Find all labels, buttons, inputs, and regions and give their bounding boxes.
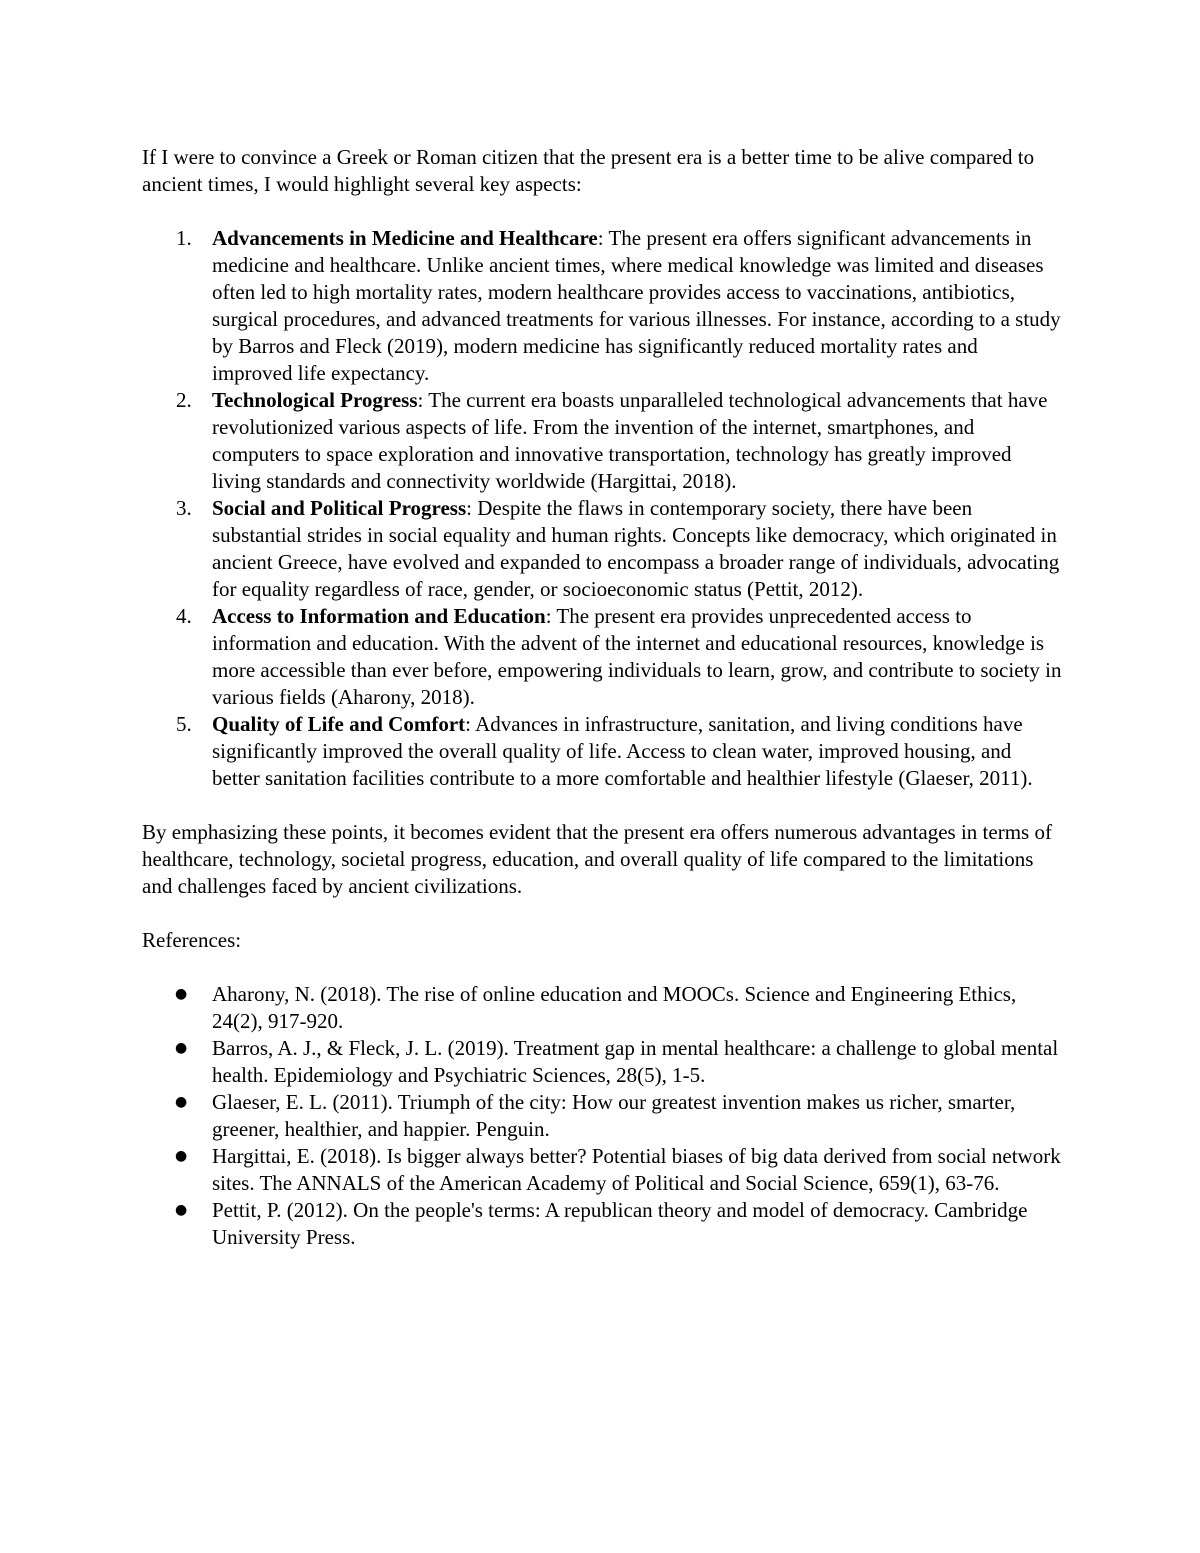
list-item-number: 4.: [176, 604, 192, 628]
key-aspects-list: [142, 225, 1062, 792]
reference-item: [142, 1143, 1062, 1197]
list-item: [142, 225, 1062, 387]
list-item: [142, 711, 1062, 792]
bullet-icon: ●: [175, 986, 188, 1002]
list-item-number: 1.: [176, 226, 192, 250]
list-item-term: Technological Progress: [212, 388, 418, 412]
list-item-term: Social and Political Progress: [212, 496, 467, 520]
references-heading: References:: [142, 928, 242, 952]
list-item-text: : Despite the flaws in contemporary society, there have been substantial strides in social equality and human rights. Concepts like democracy, which originated in ancient Greece, have evolved and expanded to encompass a broader range of individuals, advocating for equality regardless of race, gender, or socioeconomic status (Pettit, 2012).: [212, 496, 1060, 601]
list-item-number: 2.: [176, 388, 192, 412]
list-item-number: 5.: [176, 712, 192, 736]
reference-text: Hargittai, E. (2018). Is bigger always better? Potential biases of big data derived from social network sites. The ANNALS of the American Academy of Political and Social Science, 659(1), 63-76.: [212, 1144, 1061, 1195]
reference-item: [142, 1035, 1062, 1089]
list-item-text: : The current era boasts unparalleled technological advancements that have revolutionized various aspects of life. From the invention of the internet, smartphones, and computers to space exploration and innovative transportation, technology has greatly improved living standards and connectivity worldwide (Hargittai, 2018).: [212, 388, 1048, 493]
list-item-text: : Advances in infrastructure, sanitation, and living conditions have significantly improved the overall quality of life. Access to clean water, improved housing, and better sanitation facilities contribute to a more comfortable and healthier lifestyle (Glaeser, 2011).: [212, 712, 1033, 790]
list-item-term: Access to Information and Education: [212, 604, 546, 628]
reference-item: [142, 1197, 1062, 1251]
list-item-term: Quality of Life and Comfort: [212, 712, 466, 736]
reference-item: [142, 1089, 1062, 1143]
list-item-text: : The present era offers significant advancements in medicine and healthcare. Unlike ancient times, where medical knowledge was limited and diseases often led to high mortality rates, modern healthcare provides access to vaccinations, antibiotics, surgical procedures, and advanced treatments for various illnesses. For instance, according to a study by Barros and Fleck (2019), modern medicine has significantly reduced mortality rates and improved life expectancy.: [212, 226, 1061, 385]
bullet-icon: ●: [175, 1040, 188, 1056]
reference-text: Pettit, P. (2012). On the people's terms: A republican theory and model of democracy. Cambridge University Press.: [212, 1198, 1028, 1249]
closing-paragraph: By emphasizing these points, it becomes evident that the present era offers numerous advantages in terms of healthcare, technology, societal progress, education, and overall quality of life compared to the limitations and challenges faced by ancient civilizations.: [142, 820, 1052, 898]
bullet-icon: ●: [175, 1202, 188, 1218]
list-item-text: : The present era provides unprecedented access to information and education. With the advent of the internet and educational resources, knowledge is more accessible than ever before, empowering individuals to learn, grow, and contribute to society in various fields (Aharony, 2018).: [212, 604, 1062, 709]
reference-text: Aharony, N. (2018). The rise of online education and MOOCs. Science and Engineering Ethics, 24(2), 917-920.: [212, 982, 1017, 1033]
bullet-icon: ●: [175, 1094, 188, 1110]
reference-text: Barros, A. J., & Fleck, J. L. (2019). Treatment gap in mental healthcare: a challenge to global mental health. Epidemiology and Psychiatric Sciences, 28(5), 1-5.: [212, 1036, 1059, 1087]
list-item: [142, 387, 1062, 495]
list-item: [142, 495, 1062, 603]
reference-text: Glaeser, E. L. (2011). Triumph of the city: How our greatest invention makes us richer, smarter, greener, healthier, and happier. Penguin.: [212, 1090, 1016, 1141]
list-item-number: 3.: [176, 496, 192, 520]
reference-item: [142, 981, 1062, 1035]
intro-paragraph: If I were to convince a Greek or Roman citizen that the present era is a better time to be alive compared to ancient times, I would highlight several key aspects:: [142, 145, 1035, 196]
references-list: [142, 981, 1062, 1251]
list-item: [142, 603, 1062, 711]
bullet-icon: ●: [175, 1148, 188, 1164]
list-item-term: Advancements in Medicine and Healthcare: [212, 226, 598, 250]
document-page: [142, 144, 1062, 1251]
